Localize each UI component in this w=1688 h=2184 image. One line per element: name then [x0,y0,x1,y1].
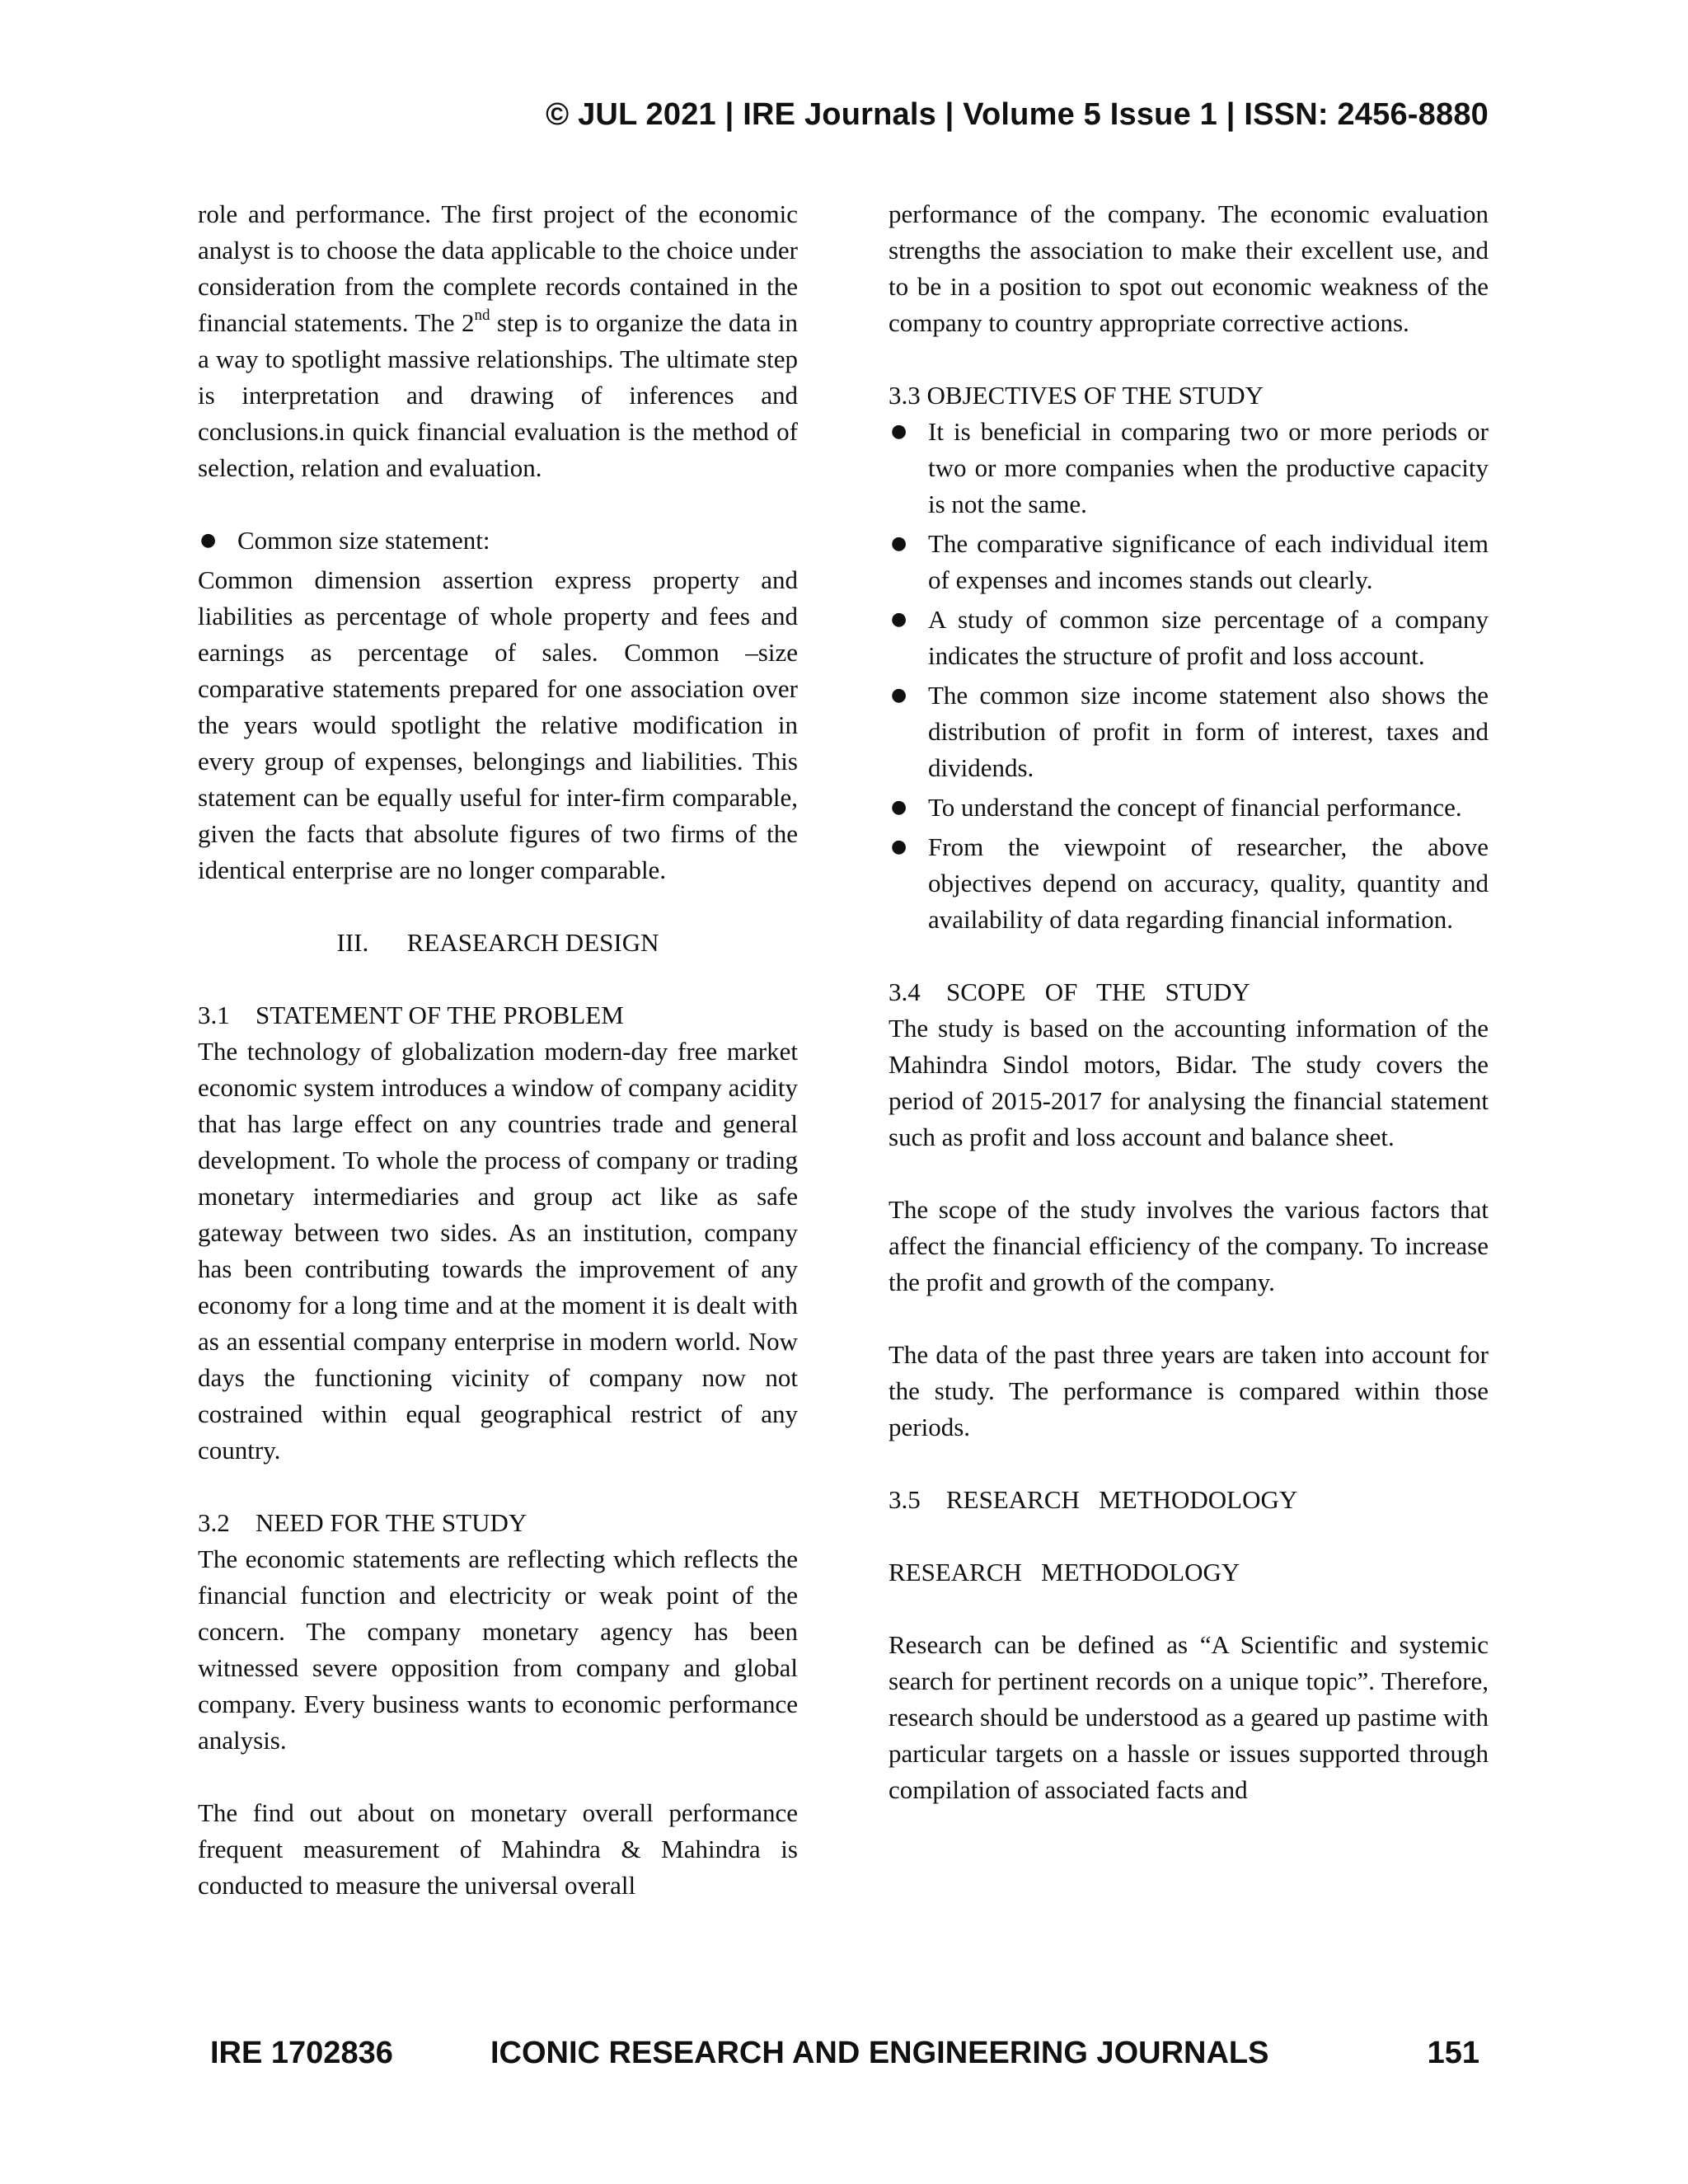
bullet-icon: ● [891,533,907,554]
paragraph: role and performance. The first project of the economic analyst is to choose the data applicable to the choice under consideration from the complete records contained in the financial statements. The 2nd step is to organize the data in a way to spotlight massive relationships. The ultimate step is interpretation and drawing of inferences and conclusions.in quick financial evaluation is the method of selection, relation and evaluation. [198,199,798,482]
bullet-icon: ● [891,609,907,630]
running-header: © JUL 2021 | IRE Journals | Volume 5 Issue 1 | ISSN: 2456-8880 [546,97,1489,132]
section-heading: III. REASEARCH DESIGN [336,928,659,957]
paragraph: The economic statements are reflecting which reflects the financial function and electricity or weak point of the concern. The company monetary agency has been witnessed severe opposition from company and global company. Every business wants to economic performance analysis. [198,1544,798,1755]
bullet-icon: ● [200,530,217,551]
objectives-list [889,414,1489,938]
bullet-icon: ● [891,421,907,442]
list-item: ● A study of common size percentage of a company indicates the structure of profit and loss account. [889,602,1489,674]
list-item: ● To understand the concept of financial performance. [889,790,1489,826]
paragraph: Common dimension assertion express property and liabilities as percentage of whole property and fees and earnings as percentage of sales. Common –size comparative statements prepared for one association over the years would spotlight the relative modification in every group of expenses, belongings and liabilities. This statement can be equally useful for inter-firm comparable, given the facts that absolute figures of two firms of the identical enterprise are no longer comparable. [198,565,798,884]
paragraph: Research can be defined as “A Scientific and systemic search for pertinent records on a unique topic”. Therefore, research should be understood as a geared up pastime with particular targets on a hassle or issues supported through compilation of associated facts and [889,1630,1489,1804]
bullet-icon: ● [891,797,907,818]
paragraph: The scope of the study involves the various factors that affect the financial efficiency of the company. To increase the profit and growth of the company. [889,1195,1489,1296]
list-item: ● The common size income statement also shows the distribution of profit in form of interest, taxes and dividends. [889,677,1489,786]
page-number: 151 [1427,2036,1479,2070]
paragraph: The technology of globalization modern-day free market economic system introduces a window of company acidity that has large effect on any countries trade and general development. To whole the process of company or trading monetary intermediaries and group act like as safe gateway between two sides. As an institution, company has been contributing towards the improvement of any economy for a long time and at the moment it is dealt with as an essential company enterprise in modern world. Now days the functioning vicinity of company now not costrained within equal geographical restrict of any country. [198,1037,798,1465]
bullet-list [198,523,798,559]
list-item: ● Common size statement: [198,523,798,559]
paragraph: The find out about on monetary overall performance frequent measurement of Mahindra & Mahindra is conducted to measure the universal overall [198,1798,798,1900]
subsection-heading: RESEARCH METHODOLOGY [889,1558,1240,1586]
bullet-icon: ● [891,837,907,857]
paragraph: The data of the past three years are taken into account for the study. The performance is compared within those periods. [889,1340,1489,1441]
subsection-heading: 3.1 STATEMENT OF THE PROBLEM [198,1001,624,1029]
bullet-icon: ● [891,685,907,705]
left-column [198,196,798,1904]
right-column [889,196,1489,1808]
paragraph: performance of the company. The economic evaluation strengths the association to make their excellent use, and to be in a position to spot out economic weakness of the company to country appropriate corrective actions. [889,199,1489,337]
list-item: ● From the viewpoint of researcher, the above objectives depend on accuracy, quality, quantity and availability of data regarding financial information. [889,829,1489,938]
paragraph: The study is based on the accounting information of the Mahindra Sindol motors, Bidar. The study covers the period of 2015-2017 for analysing the financial statement such as profit and loss account and balance sheet. [889,1014,1489,1151]
subsection-heading: 3.4 SCOPE OF THE STUDY [889,977,1250,1006]
list-item: ● It is beneficial in comparing two or more periods or two or more companies when the productive capacity is not the same. [889,414,1489,523]
subsection-heading: 3.3 OBJECTIVES OF THE STUDY [889,381,1264,410]
journal-name: ICONIC RESEARCH AND ENGINEERING JOURNALS [490,2036,1269,2070]
subsection-heading: 3.5 RESEARCH METHODOLOGY [889,1485,1298,1514]
subsection-heading: 3.2 NEED FOR THE STUDY [198,1508,528,1537]
list-item: ● The comparative significance of each individual item of expenses and incomes stands out clearly. [889,526,1489,598]
article-id: IRE 1702836 [210,2036,393,2070]
